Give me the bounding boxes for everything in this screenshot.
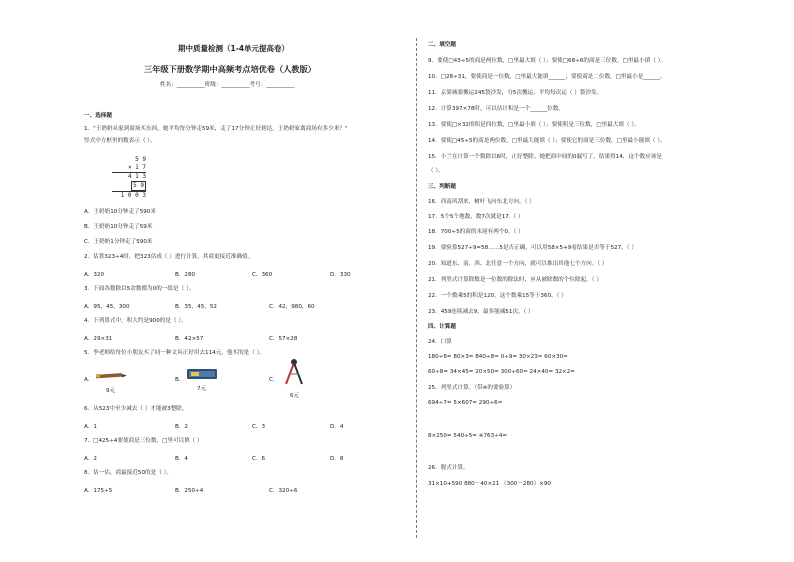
question-2: 2．估算323÷4时，把323估成（ ）进行计算，其商更接近准确值。	[84, 254, 254, 260]
q1-option-c: C．王奶奶1分钟走了590米	[84, 239, 153, 245]
section-calc-heading: 四、计算题	[428, 324, 456, 330]
q7-option: B．4	[175, 456, 188, 462]
question-24: 24．口算	[428, 339, 452, 345]
question-15-line2: （ ）。	[428, 168, 444, 174]
vm-product: 1 0 0 3	[112, 191, 146, 200]
question-16: 16．西南风刮来，树叶飞向东北方向。（ ）	[428, 199, 535, 205]
compass-icon	[282, 358, 306, 392]
question-15: 15．小兰在计算一个数除以6时，正好整除。她把商中间的0漏写了，结果得14，这个数应该是	[428, 154, 662, 160]
page-subtitle: 三年级下册数学期中高频考点培优卷（人教版）	[144, 64, 316, 74]
q7-option: D．8	[330, 456, 344, 462]
mental-math-row1: 180÷6= 80×3= 840÷8= 0÷9= 30×23= 60×30=	[428, 354, 568, 360]
q7-option: A．2	[84, 456, 97, 462]
q5-price-b: 7元	[197, 386, 207, 392]
page-title: 期中质量检测（1-4单元提高卷）	[178, 44, 290, 53]
q5-price-c: 6元	[290, 393, 300, 399]
q6-option: C．3	[252, 424, 266, 430]
question-8: 8．估一估，商最接近50的是（ ）。	[84, 470, 172, 476]
q1-option-a: A．王奶奶10分钟走了590米	[84, 209, 156, 215]
question-7: 7．□425÷4要使商是三位数，□里可以填（ ）	[84, 438, 203, 444]
q4-option: B．42×57	[175, 336, 204, 342]
q7-option: C．6	[252, 456, 266, 462]
vertical-calc-row2: 8×250= 540÷5= ※763÷4=	[428, 433, 508, 439]
question-5: 5．李老师给每位小朋友买了同一种文具正好用去114元，他买的是（ ）。	[84, 350, 266, 356]
question-23: 23．459连续减去9，最多能减51次。（ ）	[428, 309, 534, 315]
question-12: 12．计算397×78时，可以估计积是一个______位数。	[428, 106, 564, 112]
question-1: 1．"王奶奶从家到商场买东西，她平均每分钟走59米，走了17分钟正好到达，王奶奶家离商场有多少米？"	[84, 126, 348, 132]
q4-option: A．29×31	[84, 336, 113, 342]
question-25: 25．列竖式计算。（带※的要验算）	[428, 385, 516, 391]
question-3: 3．下面各数除以5余数都为0的一组是（ ）。	[84, 286, 195, 292]
question-17: 17．5个5个地数，数7次就是17.（ ）	[428, 214, 524, 220]
question-9: 9．要使□43÷5的商是两位数，□里最大填（ ）；要使□68÷6的商是三位数，□里最小填（ ）。	[428, 58, 666, 64]
q2-option: B．280	[175, 272, 196, 278]
question-14: 14．要使□45÷5的商是两位数，□里最大能填（ ）；要使它的商是三位数，□里最小能填（ ）。	[428, 138, 666, 144]
question-10: 10．□28÷31，要使商是一位数，□里最大能填______；要使商是二位数，□里最小是______。	[428, 74, 666, 80]
mental-math-row2: 60÷8= 34×45= 20×50= 300÷60= 24×40= 32×2=	[428, 369, 575, 375]
vm-boxed-partial: 5 9	[133, 182, 144, 189]
info-line: 姓名：__________班级：__________考号：__________	[160, 82, 295, 88]
q3-option: B．35，45，52	[175, 304, 217, 310]
q2-option: D．330	[330, 272, 351, 278]
question-20: 20．知道东、南、西、北任意一个方向，就可以推出其他七个方向。（ ）	[428, 261, 608, 267]
q8-option: B．250÷4	[175, 488, 204, 494]
step-calc-row: 31×10+590 880－40×21 （300－280）×90	[428, 481, 551, 487]
vertical-multiplication	[112, 156, 146, 200]
q5-price-a: 9元	[106, 388, 116, 394]
section-choice-heading: 一、选择题	[84, 113, 112, 119]
question-6: 6．从523中至少减去（ ）才能被3整除。	[84, 406, 188, 412]
question-21: 21．列竖式计算除数是一位数的除法时，应从被除数的个位除起。（ ）	[428, 277, 602, 283]
q2-option: C．360	[252, 272, 273, 278]
q8-option: A．175÷5	[84, 488, 113, 494]
question-26: 26．脱式计算。	[428, 465, 469, 471]
q5-option-b-label: B．	[175, 377, 185, 383]
q6-option: A．1	[84, 424, 97, 430]
question-4: 4．下列算式中，积大约是900的是（ ）。	[84, 318, 187, 324]
question-1-line2: 竖式中方框里的数表示（ ）。	[84, 138, 156, 144]
section-fill-heading: 二、填空题	[428, 42, 456, 48]
q6-option: D．4	[330, 424, 344, 430]
column-divider	[416, 38, 417, 538]
question-11: 11．京果城要搬运245袋沙发，分5次搬运，平均每次运（ ）袋沙发。	[428, 90, 603, 96]
pen-icon	[94, 368, 128, 387]
question-13: 13．要使□×32的积是四位数，□里最小填（ ）；要使积是三位数，□里最大填（ ）。	[428, 122, 640, 128]
vertical-calc-row1: 694÷7= 5×607= 290÷6=	[428, 400, 503, 406]
vm-multiplier: × 1 7	[127, 164, 146, 171]
vm-partial1: 4 1 3	[112, 172, 146, 181]
q4-option: C．57×28	[269, 336, 298, 342]
q8-option: C．320÷6	[269, 488, 298, 494]
q5-option-a-label: A．	[84, 377, 94, 383]
q3-option: A．95，45，300	[84, 304, 130, 310]
question-19: 19．要验算527÷9=58……5是否正确，可以用58×5+9看结果是否等于527。（ ）	[428, 245, 637, 251]
q6-option: B．2	[175, 424, 188, 430]
pencil-case-icon	[186, 366, 218, 385]
section-judge-heading: 三、判断题	[428, 184, 456, 190]
question-18: 18．700÷5的商的末尾有两个0。（ ）	[428, 229, 524, 235]
q1-option-b: B．王奶奶10分钟走了59米	[84, 224, 153, 230]
q3-option: C．42，980，60	[269, 304, 315, 310]
question-22: 22．一个数乘5的积是120，这个数乘15等于360。（ ）	[428, 293, 567, 299]
q2-option: A．320	[84, 272, 105, 278]
vm-multiplicand: 5 9	[135, 156, 146, 163]
q5-option-c-label: C．	[269, 377, 279, 383]
